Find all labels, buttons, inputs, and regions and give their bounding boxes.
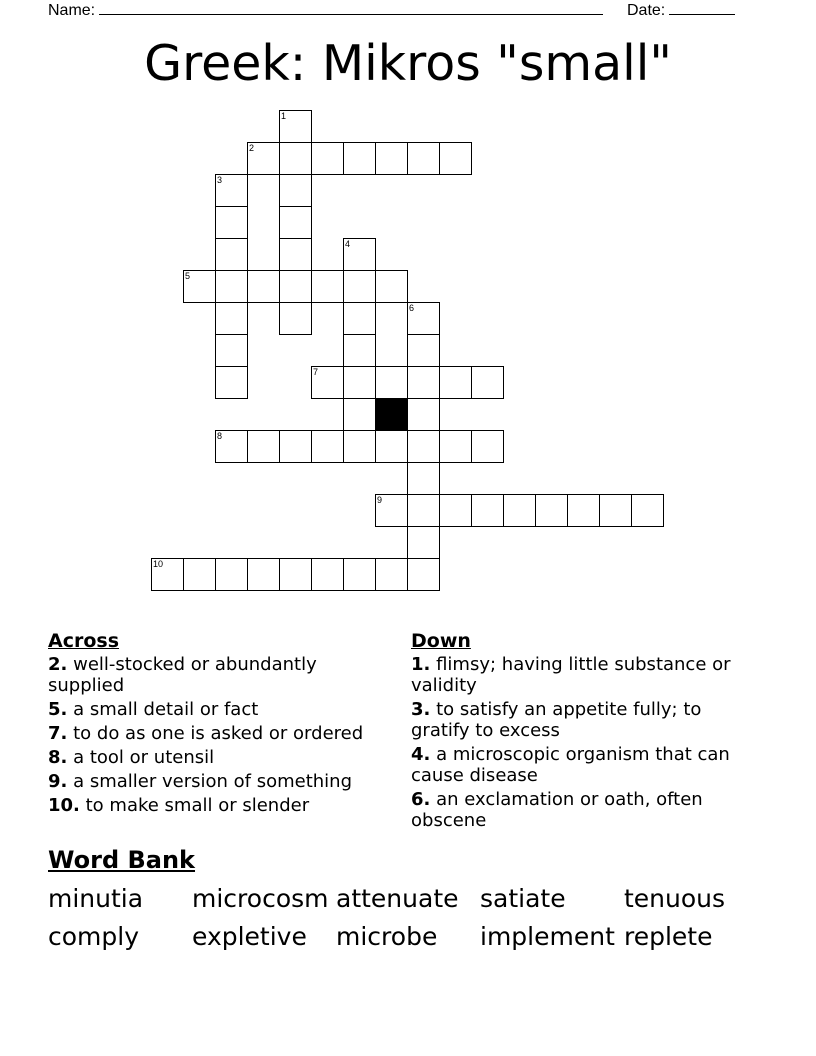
word-bank-word: attenuate xyxy=(336,884,459,913)
grid-cell[interactable] xyxy=(407,366,440,399)
grid-cell[interactable] xyxy=(407,302,440,335)
grid-cell[interactable] xyxy=(215,558,248,591)
across-clue xyxy=(48,654,393,696)
across-clue xyxy=(48,771,393,792)
word-bank-word: comply xyxy=(48,922,140,951)
grid-cell[interactable] xyxy=(343,334,376,367)
clue-text: flimsy; having little substance or validity xyxy=(411,654,731,696)
across-clue xyxy=(48,795,393,816)
name-label: Name: xyxy=(48,2,96,19)
clue-number: 2. xyxy=(48,654,68,675)
grid-cell[interactable] xyxy=(503,494,536,527)
word-bank-word: minutia xyxy=(48,884,144,913)
grid-cell[interactable] xyxy=(343,558,376,591)
grid-cell[interactable] xyxy=(343,142,376,175)
grid-cell[interactable] xyxy=(215,334,248,367)
grid-cell[interactable] xyxy=(247,430,280,463)
date-label: Date: xyxy=(627,2,666,19)
grid-cell[interactable] xyxy=(343,366,376,399)
down-clue xyxy=(411,744,756,786)
grid-cell[interactable] xyxy=(215,206,248,239)
grid-cell[interactable] xyxy=(567,494,600,527)
clue-text: well-stocked or abundantly supplied xyxy=(48,654,317,696)
grid-cell[interactable] xyxy=(343,430,376,463)
down-heading: Down xyxy=(411,630,471,652)
grid-cell[interactable] xyxy=(439,430,472,463)
grid-cell[interactable] xyxy=(407,558,440,591)
word-bank-word: tenuous xyxy=(624,884,726,913)
word-bank-word: implement xyxy=(480,922,615,951)
grid-cell[interactable] xyxy=(375,366,408,399)
clue-number: 9 xyxy=(377,495,383,505)
clue-number: 3. xyxy=(411,699,431,720)
clue-text: to do as one is asked or ordered xyxy=(67,723,364,744)
grid-cell[interactable] xyxy=(311,142,344,175)
grid-cell[interactable] xyxy=(279,302,312,335)
grid-cell[interactable] xyxy=(407,494,440,527)
word-bank-word: expletive xyxy=(192,922,307,951)
clue-number: 8. xyxy=(48,747,68,768)
grid-cell[interactable] xyxy=(215,174,248,207)
clue-number: 8 xyxy=(217,431,223,441)
clue-number: 9. xyxy=(48,771,68,792)
grid-block xyxy=(375,398,408,431)
grid-cell[interactable] xyxy=(439,142,472,175)
grid-cell[interactable] xyxy=(407,142,440,175)
grid-cell[interactable] xyxy=(311,366,344,399)
grid-cell[interactable] xyxy=(279,142,312,175)
clue-text: an exclamation or oath, often obscene xyxy=(411,789,703,831)
clue-number: 3 xyxy=(217,175,223,185)
clue-number: 5. xyxy=(48,699,68,720)
grid-cell[interactable] xyxy=(247,270,280,303)
grid-cell[interactable] xyxy=(311,558,344,591)
clue-number: 2 xyxy=(249,143,255,153)
grid-cell[interactable] xyxy=(279,558,312,591)
clue-text: a smaller version of something xyxy=(67,771,353,792)
grid-cell[interactable] xyxy=(279,174,312,207)
down-clue xyxy=(411,789,756,831)
grid-cell[interactable] xyxy=(343,238,376,271)
clue-number: 7. xyxy=(48,723,68,744)
grid-cell[interactable] xyxy=(631,494,664,527)
grid-cell[interactable] xyxy=(471,366,504,399)
grid-cell[interactable] xyxy=(375,558,408,591)
across-clues xyxy=(48,630,393,819)
grid-cell[interactable] xyxy=(247,558,280,591)
word-bank-title: Word Bank xyxy=(48,846,196,874)
clue-number: 1. xyxy=(411,654,431,675)
clue-number: 7 xyxy=(313,367,319,377)
clue-number: 4 xyxy=(345,239,351,249)
grid-cell[interactable] xyxy=(407,398,440,431)
clue-number: 1 xyxy=(281,111,287,121)
grid-cell[interactable] xyxy=(471,494,504,527)
clue-text: to make small or slender xyxy=(79,795,310,816)
grid-cell[interactable] xyxy=(279,238,312,271)
word-bank-word: replete xyxy=(624,922,713,951)
clue-text: a tool or utensil xyxy=(67,747,215,768)
across-heading: Across xyxy=(48,630,120,652)
grid-cell[interactable] xyxy=(439,366,472,399)
page-title: Greek: Mikros "small" xyxy=(144,35,672,92)
grid-cell[interactable] xyxy=(215,366,248,399)
grid-cell[interactable] xyxy=(343,398,376,431)
across-clue xyxy=(48,699,393,720)
grid-cell[interactable] xyxy=(215,238,248,271)
grid-cell[interactable] xyxy=(215,430,248,463)
grid-cell[interactable] xyxy=(407,430,440,463)
clue-text: to satisfy an appetite fully; to gratify to excess xyxy=(411,699,702,741)
grid-cell[interactable] xyxy=(599,494,632,527)
clue-text: a small detail or fact xyxy=(67,699,259,720)
grid-cell[interactable] xyxy=(311,430,344,463)
grid-cell[interactable] xyxy=(215,302,248,335)
down-clue xyxy=(411,699,756,741)
grid-cell[interactable] xyxy=(375,494,408,527)
word-bank-word: microcosm xyxy=(192,884,329,913)
grid-cell[interactable] xyxy=(183,270,216,303)
clue-number: 6. xyxy=(411,789,431,810)
grid-cell[interactable] xyxy=(183,558,216,591)
grid-cell[interactable] xyxy=(279,110,312,143)
grid-cell[interactable] xyxy=(343,270,376,303)
clue-text: a microscopic organism that can cause disease xyxy=(411,744,730,786)
clue-number: 10 xyxy=(153,559,164,569)
clue-number: 4. xyxy=(411,744,431,765)
grid-cell[interactable] xyxy=(279,270,312,303)
grid-cell[interactable] xyxy=(375,430,408,463)
clue-number: 5 xyxy=(185,271,191,281)
grid-cell[interactable] xyxy=(279,206,312,239)
clue-number: 6 xyxy=(409,303,415,313)
grid-cell[interactable] xyxy=(375,142,408,175)
grid-cell[interactable] xyxy=(535,494,568,527)
clue-number: 10. xyxy=(48,795,80,816)
across-clue xyxy=(48,723,393,744)
grid-cell[interactable] xyxy=(407,526,440,559)
grid-cell[interactable] xyxy=(279,430,312,463)
down-clue xyxy=(411,654,756,696)
down-clues xyxy=(411,630,756,834)
grid-cell[interactable] xyxy=(311,270,344,303)
grid-cell[interactable] xyxy=(215,270,248,303)
grid-cell[interactable] xyxy=(343,302,376,335)
grid-cell[interactable] xyxy=(407,462,440,495)
word-bank-word: satiate xyxy=(480,884,566,913)
grid-cell[interactable] xyxy=(471,430,504,463)
grid-cell[interactable] xyxy=(151,558,184,591)
across-clue xyxy=(48,747,393,768)
grid-cell[interactable] xyxy=(407,334,440,367)
grid-cell[interactable] xyxy=(375,270,408,303)
grid-cell[interactable] xyxy=(439,494,472,527)
word-bank-word: microbe xyxy=(336,922,438,951)
grid-cell[interactable] xyxy=(247,142,280,175)
